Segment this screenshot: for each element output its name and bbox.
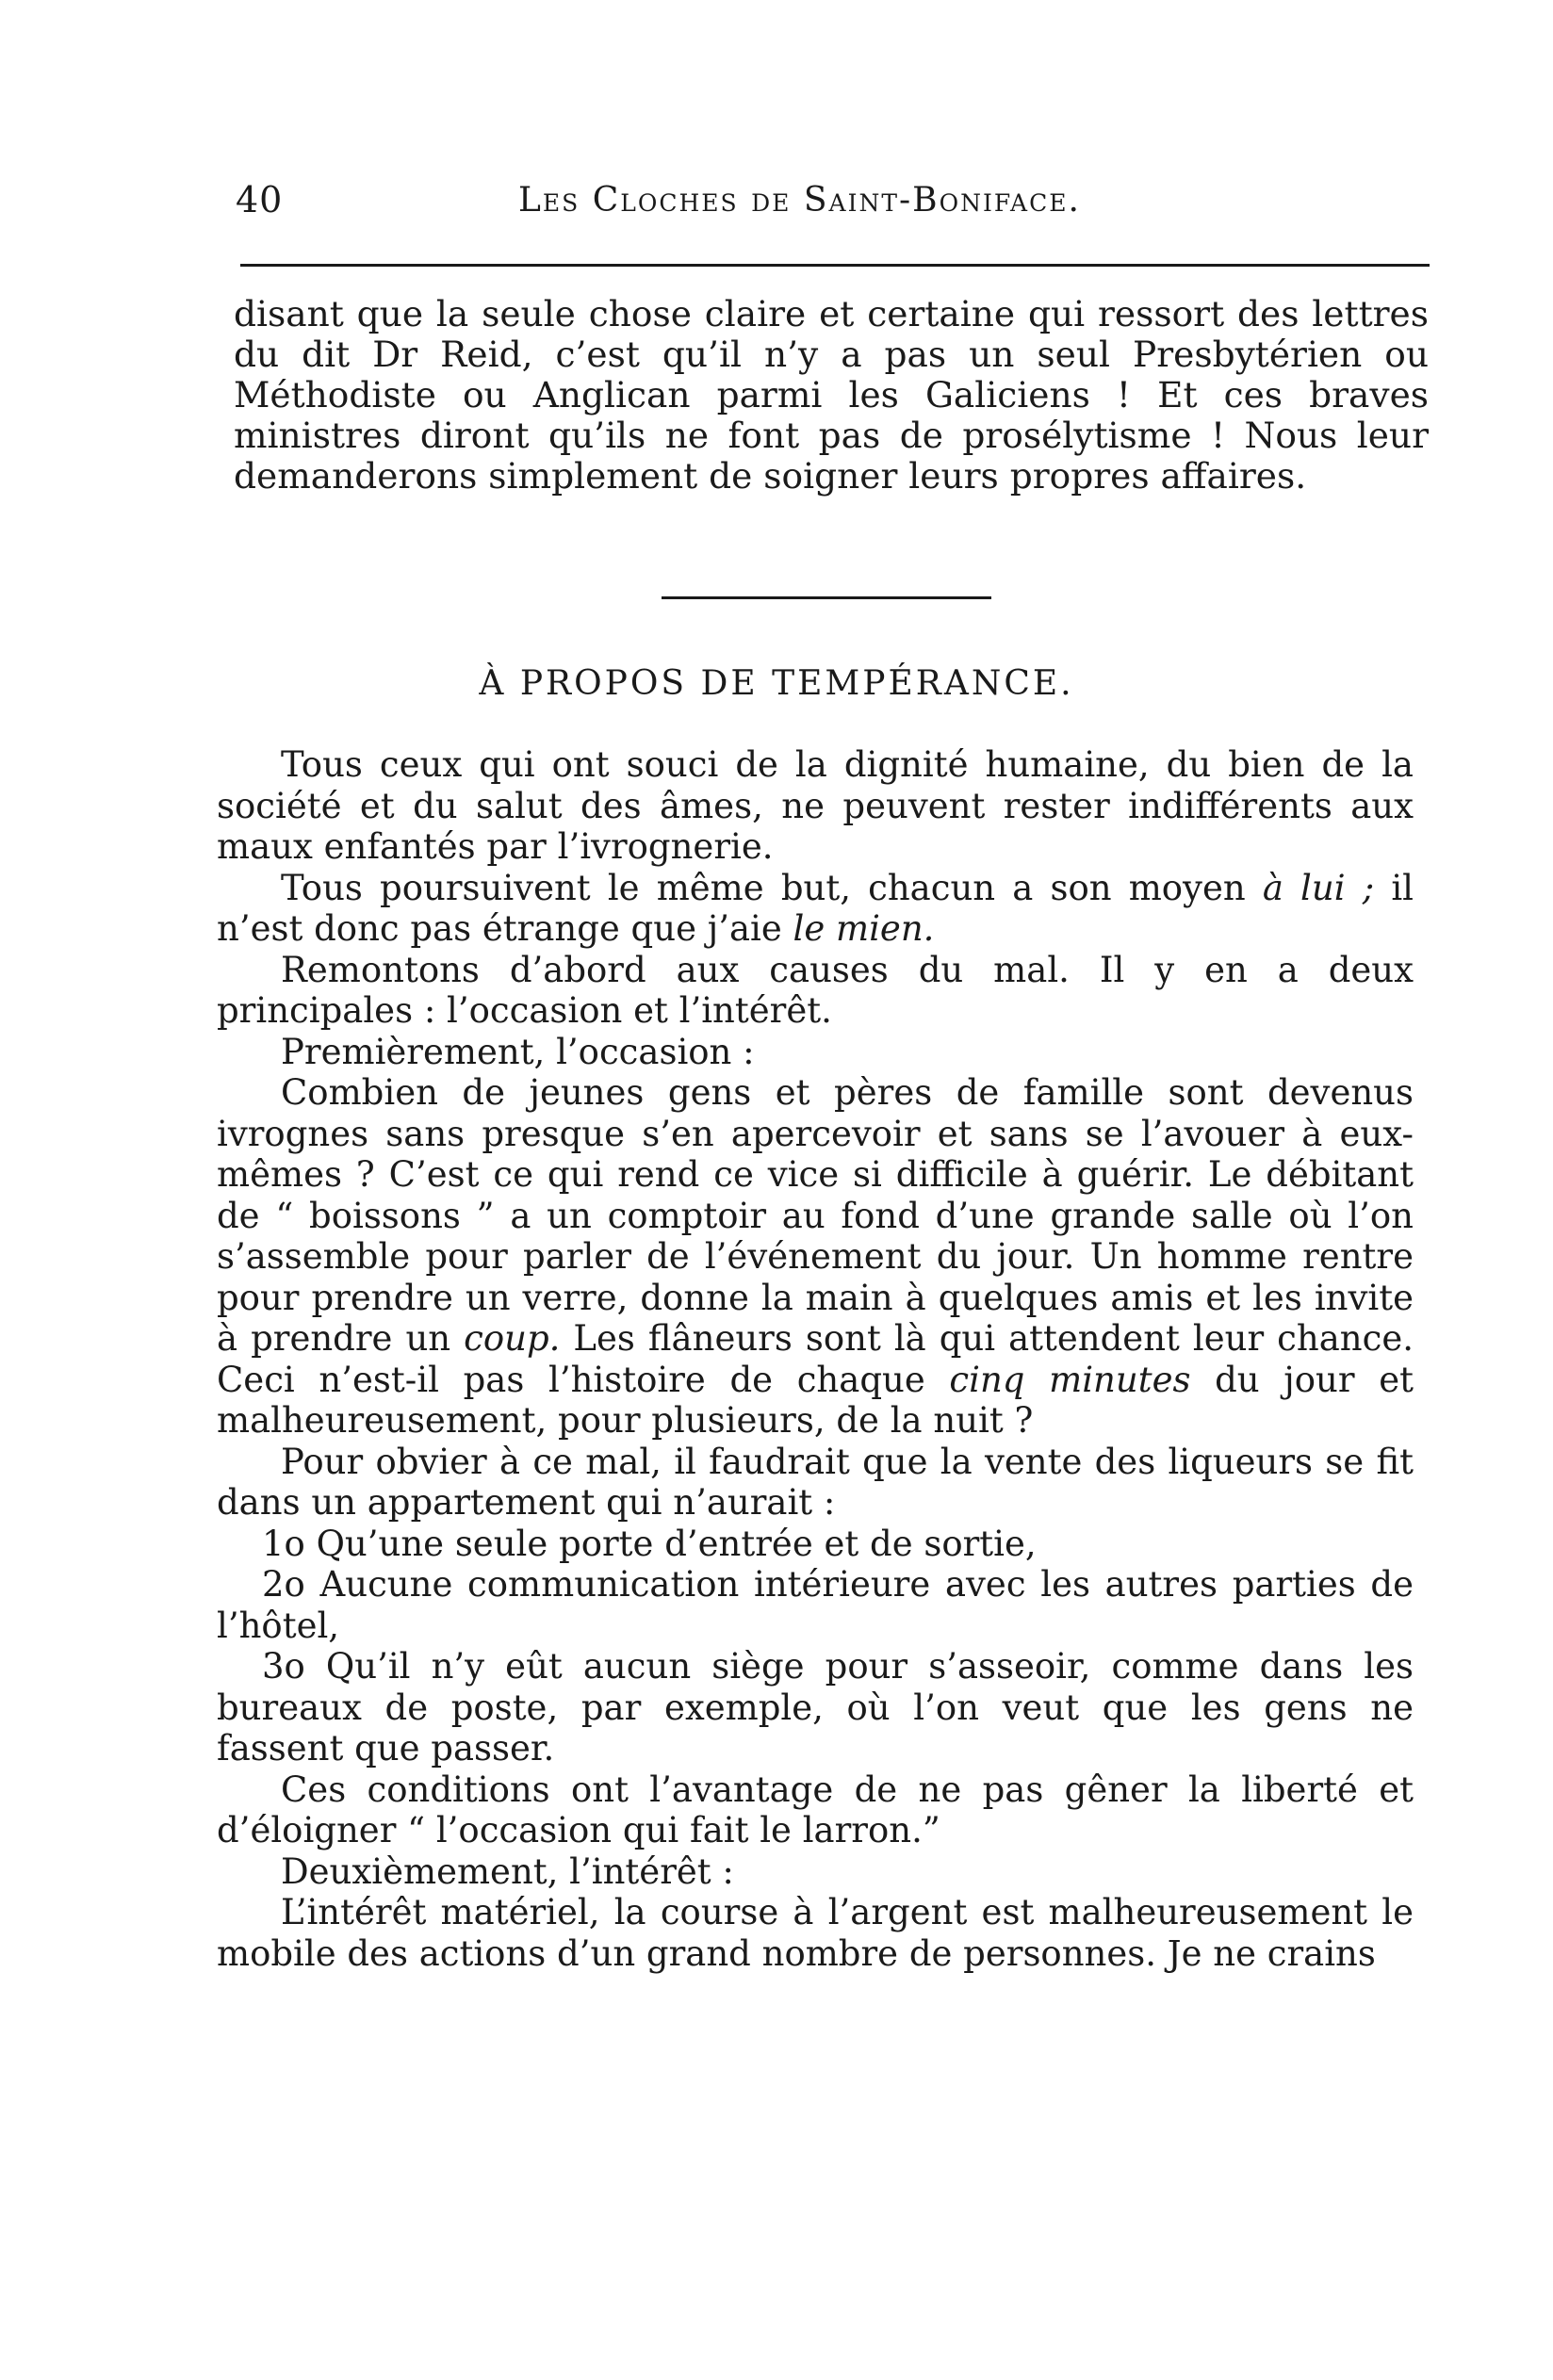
section-title: À PROPOS DE TEMPÉRANCE. — [479, 664, 1074, 703]
paragraph-5-text-a: Combien de jeunes gens et pères de famille sont devenus ivrognes sans presque s’en apercevoir et sans se l’avouer à eux-mêmes ? C’est ce qui rend ce vice si difficile à guérir. Le débitant de “ boissons ” a un comptoir au fond d’une grande salle où l’on s’assemble pour parler de l’événement du jour. Un homme rentre pour prendre un verre, donne la main à quelques amis et les invite à prendre un — [217, 1072, 1414, 1359]
paragraph-1: Tous ceux qui ont souci de la dignité humaine, du bien de la société et du salut des âmes, ne peuvent rester indifférents aux maux enfantés par l’ivrognerie. — [217, 744, 1414, 867]
paragraph-3: Remontons d’abord aux causes du mal. Il y en a deux principales : l’occasion et l’intérêt. — [217, 949, 1414, 1031]
list-item-2: 2o Aucune communication intérieure avec les autres parties de l’hôtel, — [217, 1564, 1414, 1646]
paragraph-5-italic-b: cinq minutes — [949, 1359, 1191, 1400]
running-title: Les Cloches de Saint-Boniface. — [518, 181, 1081, 220]
section-divider — [662, 596, 991, 599]
intro-paragraph: disant que la seule chose claire et certaine qui ressort des lettres du dit Dr Reid, c’est qu’il n’y a pas un seul Presbytérien ou Méthodiste ou Anglican parmi les Galiciens ! Et ces braves ministres diront qu’ils ne font pas de prosélytisme ! Nous leur demanderons simplement de soigner leurs propres affaires. — [234, 293, 1429, 497]
paragraph-7: Ces conditions ont l’avantage de ne pas gêner la liberté et d’éloigner “ l’occasion qui fait le larron.” — [217, 1769, 1414, 1850]
paragraph-2-text-b: il n’est donc pas étrange que j’aie — [217, 867, 1414, 949]
page-number: 40 — [236, 179, 284, 220]
paragraph-2-italic-b: le mien. — [793, 908, 935, 949]
paragraph-2-italic-a: à lui ; — [1262, 867, 1375, 908]
paragraph-4: Premièrement, l’occasion : — [281, 1031, 755, 1072]
list-item-1: 1o Qu’une seule porte d’entrée et de sortie, — [262, 1523, 1037, 1564]
paragraph-5-text-b: Les flâneurs sont là qui attendent leur chance. Ceci n’est-il pas l’histoire de chaque — [217, 1318, 1414, 1400]
paragraph-2 — [217, 868, 1414, 950]
paragraph-5 — [217, 1072, 1414, 1442]
header-rule — [240, 264, 1430, 267]
paragraph-5-text-c: du jour et malheureusement, pour plusieurs, de la nuit ? — [217, 1359, 1414, 1441]
paragraph-6: Pour obvier à ce mal, il faudrait que la vente des liqueurs se fit dans un appartement qui n’aurait : — [217, 1441, 1414, 1523]
page-header — [236, 179, 1432, 236]
paragraph-5-italic-a: coup. — [464, 1318, 561, 1359]
paragraph-9: L’intérêt matériel, la course à l’argent est malheureusement le mobile des actions d’un grand nombre de personnes. Je ne crains — [217, 1892, 1414, 1974]
paragraph-8: Deuxièmement, l’intérêt : — [281, 1850, 734, 1892]
section-body — [217, 744, 1414, 1974]
list-item-3: 3o Qu’il n’y eût aucun siège pour s’asseoir, comme dans les bureaux de poste, par exemple, où l’on veut que les gens ne fassent que passer. — [217, 1646, 1414, 1769]
paragraph-2-text-a: Tous poursuivent le même but, chacun a son moyen — [281, 867, 1263, 908]
